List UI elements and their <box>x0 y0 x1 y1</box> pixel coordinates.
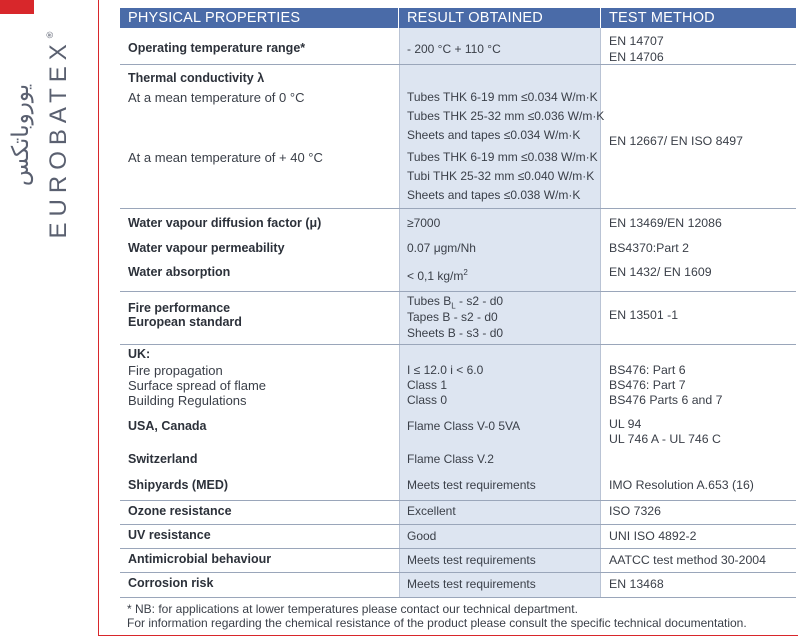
row-divider <box>120 344 796 345</box>
uk-method-3: BS476 Parts 6 and 7 <box>609 393 723 407</box>
thermal-result-5: Tubi THK 25-32 mm ≤0.040 W/m·K <box>407 169 595 183</box>
red-corner-tab <box>0 0 34 14</box>
uk-result-3: Class 0 <box>407 393 448 407</box>
method-operating-temperature-1: EN 14707 <box>609 34 664 48</box>
row-divider <box>120 291 796 292</box>
prop-water-absorption: Water absorption <box>128 265 231 279</box>
thermal-sub-40c: At a mean temperature of + 40 °C <box>128 150 323 165</box>
thermal-result-3: Sheets and tapes ≤0.034 W/m·K <box>407 128 581 142</box>
brand-latin-text: EUROBATEX® <box>45 31 72 239</box>
method-corrosion: EN 13468 <box>609 577 664 591</box>
brand-logo <box>44 31 74 239</box>
prop-vapour-diffusion: Water vapour diffusion factor (μ) <box>128 216 322 230</box>
row-divider <box>120 548 796 549</box>
prop-vapour-permeability: Water vapour permeability <box>128 241 285 255</box>
prop-antimicrobial: Antimicrobial behaviour <box>128 552 272 566</box>
prop-fire-performance: Fire performance <box>128 301 231 315</box>
result-uv: Good <box>407 529 437 543</box>
result-water-absorption: < 0,1 $kg/m^2$ <box>407 268 468 283</box>
thermal-result-2: Tubes THK 25-32 mm ≤0.036 W/m·K <box>407 109 605 123</box>
uk-building-regulations: Building Regulations <box>128 393 247 408</box>
header-physical-properties: PHYSICAL PROPERTIES <box>120 8 398 28</box>
fire-result-tubes: Tubes $B_L - s2 - d0$ <box>407 294 504 311</box>
result-vapour-diffusion: ≥7000 <box>407 216 441 230</box>
row-divider <box>120 524 796 525</box>
thermal-result-6: Sheets and tapes ≤0.038 W/m·K <box>407 188 581 202</box>
thermal-result-1: Tubes THK 6-19 mm ≤0.034 W/m·K <box>407 90 598 104</box>
fire-result-tapes: Tapes B - s2 - d0 <box>407 310 498 324</box>
method-water-absorption: EN 1432/ EN 1609 <box>609 265 712 279</box>
method-uv: UNI ISO 4892-2 <box>609 529 697 543</box>
row-divider <box>120 597 796 598</box>
row-divider <box>120 500 796 501</box>
brand-arabic-logo <box>6 40 36 230</box>
header-test-method: TEST METHOD <box>601 8 796 28</box>
result-ozone: Excellent <box>407 504 456 518</box>
method-usa-canada-2: UL 746 A - UL 746 C <box>609 432 721 446</box>
thermal-sub-0c: At a mean temperature of 0 °C <box>128 90 305 105</box>
result-shipyards: Meets test requirements <box>407 478 536 492</box>
header-result-obtained: RESULT OBTAINED <box>399 8 600 28</box>
method-vapour-diffusion: EN 13469/EN 12086 <box>609 216 722 230</box>
prop-shipyards: Shipyards (MED) <box>128 478 229 492</box>
prop-uv: UV resistance <box>128 528 211 542</box>
prop-switzerland: Switzerland <box>128 452 198 466</box>
prop-uk: UK: <box>128 347 151 361</box>
method-vapour-permeability: BS4370:Part 2 <box>609 241 689 255</box>
method-ozone: ISO 7326 <box>609 504 661 518</box>
prop-ozone: Ozone resistance <box>128 504 232 518</box>
method-usa-canada-1: UL 94 <box>609 417 642 431</box>
uk-surface-spread: Surface spread of flame <box>128 378 267 393</box>
uk-fire-propagation: Fire propagation <box>128 363 223 378</box>
thermal-result-4: Tubes THK 6-19 mm ≤0.038 W/m·K <box>407 150 598 164</box>
brand-arabic-text: يوروباتكس <box>8 83 34 187</box>
result-usa-canada: Flame Class V-0 5VA <box>407 419 521 433</box>
uk-method-2: BS476: Part 7 <box>609 378 686 392</box>
row-divider <box>120 64 796 65</box>
prop-operating-temperature: Operating temperature range* <box>128 41 306 55</box>
result-corrosion: Meets test requirements <box>407 577 536 591</box>
uk-result-1: I ≤ 12.0 i < 6.0 <box>407 363 484 377</box>
prop-thermal-conductivity: Thermal conductivity λ <box>128 71 265 85</box>
method-shipyards: IMO Resolution A.653 (16) <box>609 478 754 492</box>
method-fire-performance: EN 13501 -1 <box>609 308 679 322</box>
row-divider <box>120 208 796 209</box>
footnote-line-2: For information regarding the chemical resistance of the product please consult the specific technical documentation. <box>127 616 747 630</box>
method-antimicrobial: AATCC test method 30-2004 <box>609 553 766 567</box>
result-switzerland: Flame Class V.2 <box>407 452 494 466</box>
fire-result-sheets: Sheets B - s3 - d0 <box>407 326 504 340</box>
method-operating-temperature-2: EN 14706 <box>609 50 664 64</box>
footnote-line-1: * NB: for applications at lower temperatures please contact our technical department. <box>127 602 578 616</box>
prop-european-standard: European standard <box>128 315 242 329</box>
thermal-method: EN 12667/ EN ISO 8497 <box>609 134 743 148</box>
uk-method-1: BS476: Part 6 <box>609 363 686 377</box>
column-divider <box>399 28 400 598</box>
prop-usa-canada: USA, Canada <box>128 419 207 433</box>
row-divider <box>120 572 796 573</box>
result-operating-temperature: - 200 °C + 110 °C <box>407 42 501 56</box>
result-antimicrobial: Meets test requirements <box>407 553 536 567</box>
prop-corrosion: Corrosion risk <box>128 576 214 590</box>
uk-result-2: Class 1 <box>407 378 448 392</box>
result-vapour-permeability: 0.07 μgm/Nh <box>407 241 476 255</box>
